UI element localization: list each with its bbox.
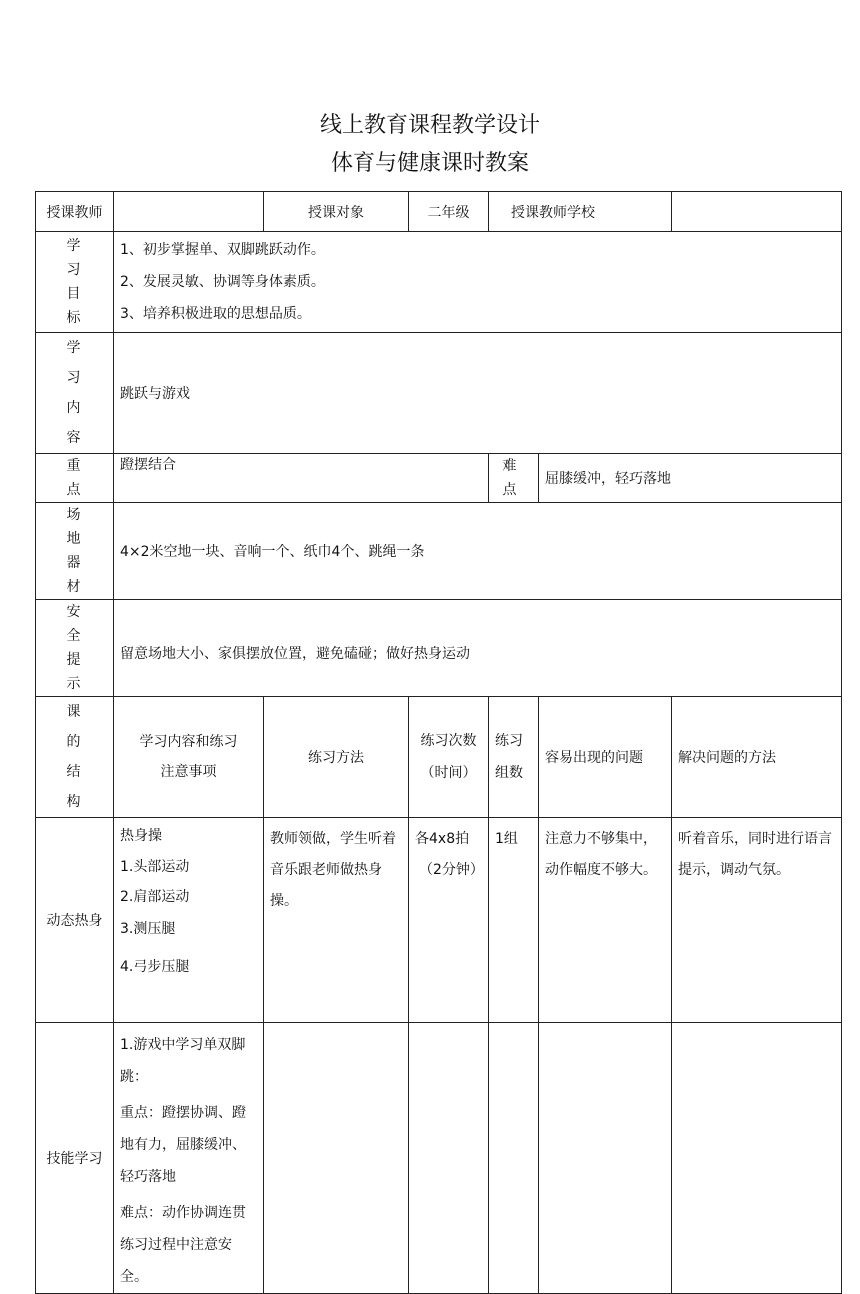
col-count: 练习次数 （时间） (409, 697, 489, 818)
equipment-row (36, 503, 842, 600)
col-method: 练习方法 (264, 697, 409, 818)
goal-item: 1、初步掌握单、双脚跳跃动作。 (120, 242, 325, 258)
school-label: 授课教师学校 (489, 192, 672, 232)
list-item: 重点：蹬摆协调、蹬地有力，屈膝缓冲、轻巧落地 (120, 1105, 246, 1185)
safety-row (36, 600, 842, 697)
difficulty-value: 屈膝缓冲，轻巧落地 (539, 454, 842, 503)
goal-item: 3、培养积极进取的思想品质。 (120, 306, 311, 322)
teacher-value (114, 192, 264, 232)
warmup-content (114, 818, 264, 1023)
skill-content (114, 1023, 264, 1294)
target-value: 二年级 (409, 192, 489, 232)
skill-row (36, 1023, 842, 1294)
content-row (36, 333, 842, 454)
warmup-count: 各4x8拍 （2分钟） (409, 818, 489, 1023)
col-solutions: 解决问题的方法 (672, 697, 842, 818)
warmup-method: 教师领做，学生听着音乐跟老师做热身操。 (264, 818, 409, 1023)
target-label: 授课对象 (264, 192, 409, 232)
goals-list (114, 232, 842, 333)
skill-count (409, 1023, 489, 1294)
header-row (36, 192, 842, 232)
warmup-row (36, 818, 842, 1023)
list-item: 1.游戏中学习单双脚跳： (120, 1037, 246, 1085)
key-point-value: 蹬摆结合 (114, 454, 489, 503)
equipment-label: 场 地 器 材 (36, 503, 114, 600)
list-item: 热身操 (120, 828, 162, 844)
teacher-label: 授课教师 (36, 192, 114, 232)
list-item: 2.肩部运动 (120, 889, 190, 905)
content-label: 学 习 内 容 (36, 333, 114, 454)
skill-groups (489, 1023, 539, 1294)
document-title: 线上教育课程教学设计 (319, 113, 540, 138)
skill-method (264, 1023, 409, 1294)
warmup-groups: 1组 (489, 818, 539, 1023)
lesson-plan-table (35, 191, 842, 1294)
safety-value: 留意场地大小、家俱摆放位置，避免磕碰；做好热身运动 (114, 600, 842, 697)
list-item: 难点：动作协调连贯练习过程中注意安全。 (120, 1205, 246, 1285)
list-item: 3.测压腿 (120, 921, 176, 937)
key-point-label: 重 点 (36, 454, 114, 503)
col-content: 学习内容和练习 注意事项 (114, 697, 264, 818)
equipment-value: 4×2米空地一块、音响一个、纸巾4个、跳绳一条 (114, 503, 842, 600)
difficulty-label: 难 点 (489, 454, 539, 503)
goal-item: 2、发展灵敏、协调等身体素质。 (120, 274, 325, 290)
warmup-solutions: 听着音乐，同时进行语言提示，调动气氛。 (672, 818, 842, 1023)
skill-problems (539, 1023, 672, 1294)
col-problems: 容易出现的问题 (539, 697, 672, 818)
skill-solutions (672, 1023, 842, 1294)
list-item: 1.头部运动 (120, 859, 190, 875)
col-structure: 课 的 结 构 (36, 697, 114, 818)
school-value (672, 192, 842, 232)
warmup-problems: 注意力不够集中，动作幅度不够大。 (539, 818, 672, 1023)
content-value: 跳跃与游戏 (114, 333, 842, 454)
goals-row (36, 232, 842, 333)
col-groups: 练习 组数 (489, 697, 539, 818)
key-points-row (36, 454, 842, 503)
warmup-name: 动态热身 (36, 818, 114, 1023)
columns-row (36, 697, 842, 818)
safety-label: 安 全 提 示 (36, 600, 114, 697)
document-subtitle: 体育与健康课时教案 (330, 151, 529, 176)
list-item: 4.弓步压腿 (120, 959, 190, 975)
skill-name: 技能学习 (36, 1023, 114, 1294)
goals-label: 学 习 目 标 (36, 232, 114, 333)
